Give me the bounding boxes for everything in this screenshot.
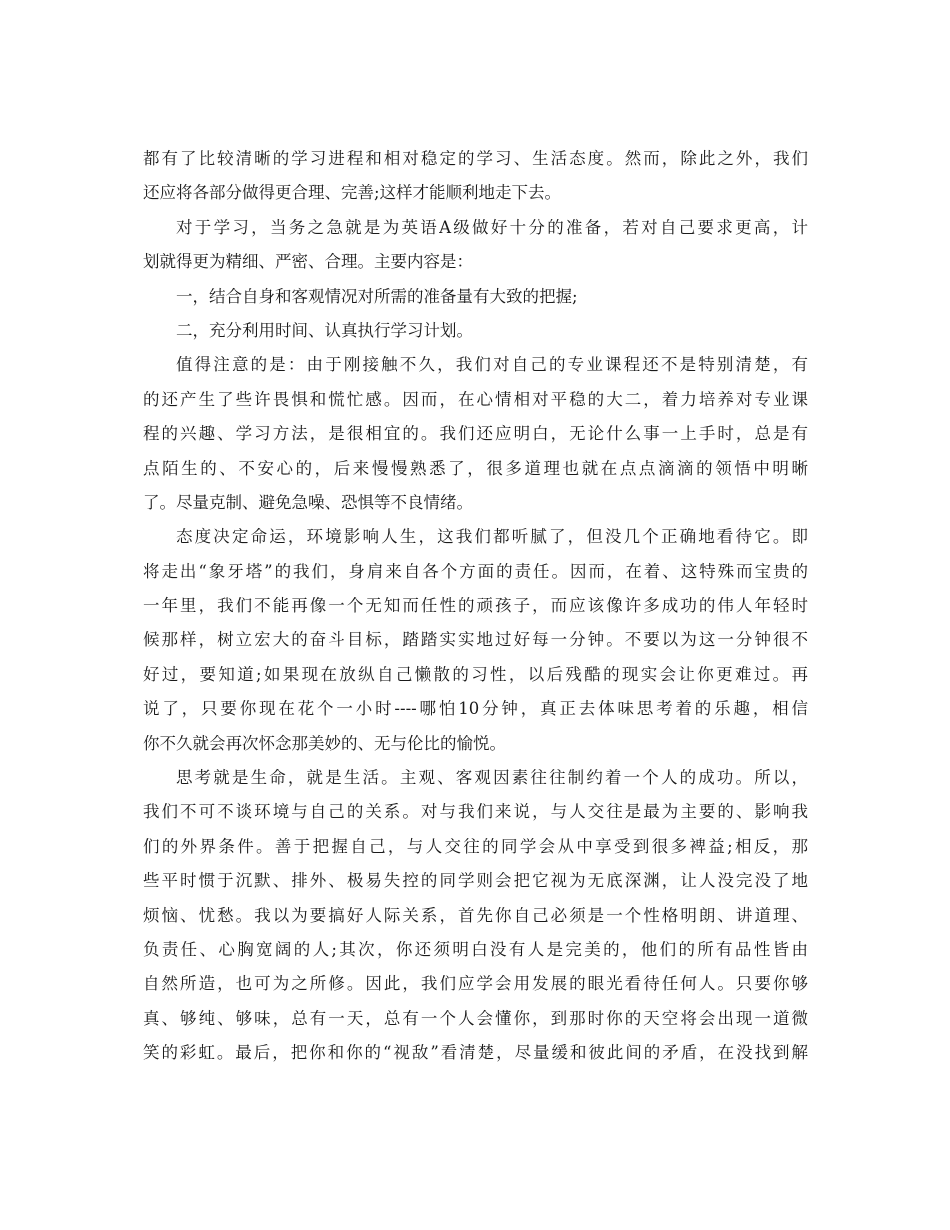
text-line: 的还产生了些许畏惧和慌忙感。因而，在心情相对平稳的大二，着力培养对专业课: [143, 389, 808, 409]
body-text: [143, 142, 808, 1071]
text-line: 都有了比较清晰的学习进程和相对稳定的学习、生活态度。然而，除此之外，我们: [143, 149, 808, 168]
text-line: 些平时惯于沉默、排外、极易失控的同学则会把它视为无底深渊，让人没完没了地: [143, 871, 808, 891]
text-line: 了。尽量克制、避免急噪、恐惧等不良情绪。: [143, 492, 473, 512]
text-line: 自然所造，也可为之所修。因此，我们应学会用发展的眼光看待任何人。只要你够: [143, 974, 808, 994]
text-line: 思考就是生命，就是生活。主观、客观因素往往制约着一个人的成功。所以，: [176, 768, 808, 788]
text-line: 们的外界条件。善于把握自己，与人交往的同学会从中享受到很多裨益;相反，那: [143, 836, 808, 856]
text-line: 点陌生的、不安心的，后来慢慢熟悉了，很多道理也就在点点滴滴的领悟中明晰: [143, 458, 808, 478]
text-line: 候那样，树立宏大的奋斗目标，踏踏实实地过好每一分钟。不要以为这一分钟很不: [143, 630, 808, 650]
text-line: 你不久就会再次怀念那美妙的、无与伦比的愉悦。: [143, 733, 506, 753]
text-line: 烦恼、忧愁。我以为要搞好人际关系，首先你自己必须是一个性格明朗、讲道理、: [143, 905, 808, 925]
text-line: 我们不可不谈环境与自己的关系。对与我们来说，与人交往是最为主要的、影响我: [143, 802, 808, 822]
text-line: 态度决定命运，环境影响人生，这我们都听腻了，但没几个正确地看待它。即: [176, 527, 808, 547]
text-line: 二，充分利用时间、认真执行学习计划。: [176, 320, 473, 340]
text-line: 划就得更为精细、严密、合理。主要内容是：: [143, 252, 473, 272]
text-line: 还应将各部分做得更合理、完善;这样才能顺利地走下去。: [143, 183, 562, 203]
text-line: 好过，要知道;如果现在放纵自己懒散的习性，以后残酷的现实会让你更难过。再: [143, 664, 808, 684]
text-line: 对于学习，当务之急就是为英语A级做好十分的准备，若对自己要求更高，计: [176, 217, 808, 237]
text-line: 负责任、心胸宽阔的人;其次，你还须明白没有人是完美的，他们的所有品性皆由: [143, 939, 808, 959]
text-line: 程的兴趣、学习方法，是很相宜的。我们还应明白，无论什么事一上手时，总是有: [143, 424, 808, 444]
text-line: 真、够纯、够味，总有一天，总有一个人会懂你，到那时你的天空将会出现一道微: [143, 1008, 808, 1028]
text-line: 笑的彩虹。最后，把你和你的“视敌”看清楚，尽量缓和彼此间的矛盾，在没找到解: [143, 1043, 808, 1063]
text-line: 一，结合自身和客观情况对所需的准备量有大致的把握;: [176, 286, 578, 306]
text-line: 说了，只要你现在花个一小时----哪怕10分钟，真正去体味思考着的乐趣，相信: [143, 699, 808, 719]
text-line: 一年里，我们不能再像一个无知而任性的顽孩子，而应该像许多成功的伟人年轻时: [143, 596, 808, 616]
text-line: 将走出“象牙塔”的我们，身肩来自各个方面的责任。因而，在着、这特殊而宝贵的: [143, 561, 808, 581]
text-line: 值得注意的是：由于刚接触不久，我们对自己的专业课程还不是特别清楚，有: [176, 355, 808, 375]
